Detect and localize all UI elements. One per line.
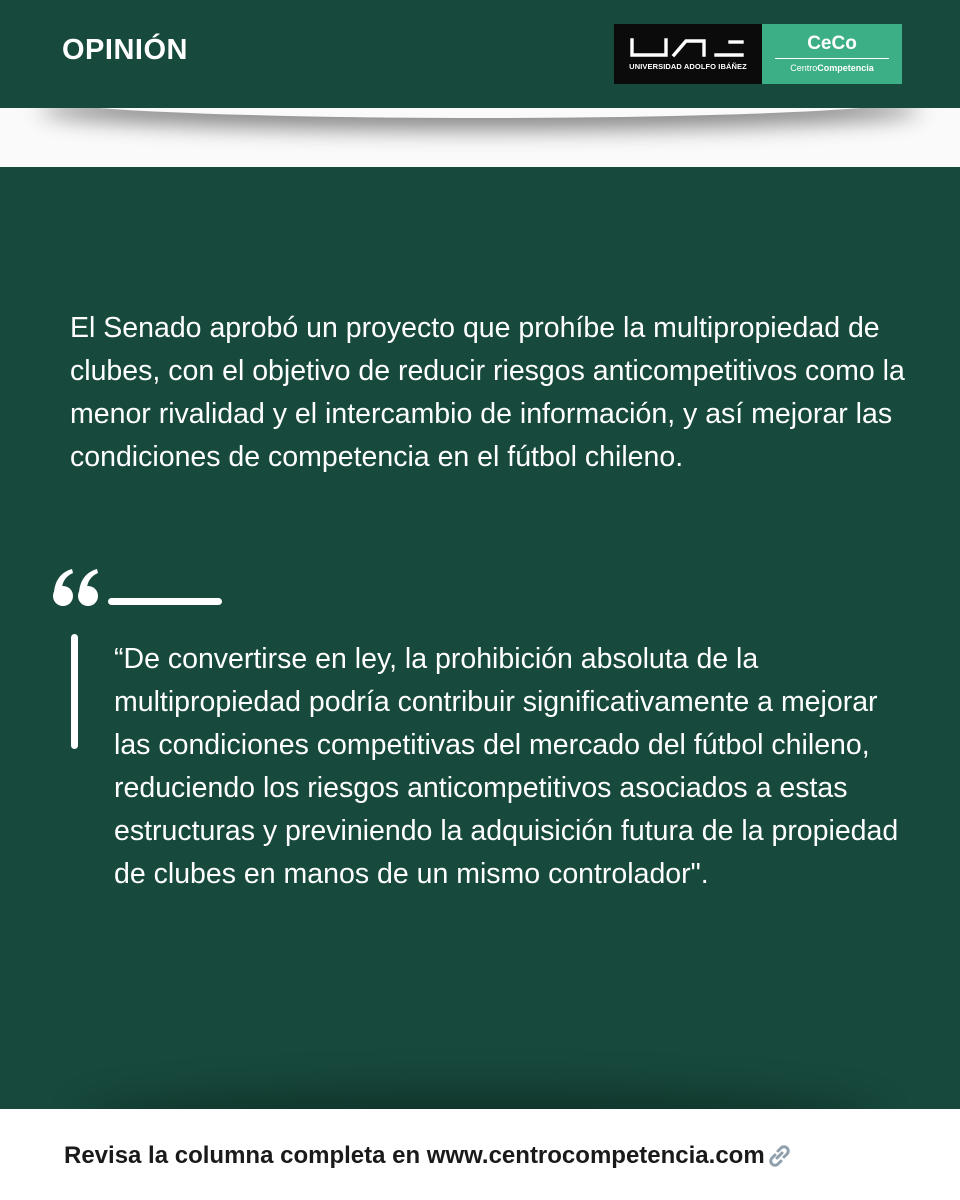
- uai-logo-text: UNIVERSIDAD ADOLFO IBÁÑEZ: [629, 62, 747, 71]
- header-shadow: [0, 108, 960, 167]
- link-icon: [766, 1143, 792, 1167]
- footer: [0, 1109, 960, 1200]
- ceco-logo: [762, 24, 902, 84]
- header-bar: [0, 0, 960, 108]
- uai-logo: [614, 24, 762, 84]
- footer-cta-text: Revisa la columna completa en www.centrocompetencia.com: [64, 1142, 765, 1169]
- quote-divider: [108, 598, 222, 605]
- section-label: OPINIÓN: [62, 34, 188, 66]
- ceco-sub-a: Centro: [790, 63, 818, 73]
- quote-icon: [52, 567, 100, 607]
- ceco-logo-subtitle: [762, 63, 902, 73]
- ceco-sub-b: Competencia: [817, 63, 874, 73]
- ceco-logo-divider: [775, 58, 889, 59]
- article-summary: El Senado aprobó un proyecto que prohíbe la multipropiedad de clubes, con el objetivo de reducir riesgos anticompetitivos como la menor rivalidad y el intercambio de información, y así mejorar las condiciones de competencia en el fútbol chileno.: [70, 312, 905, 473]
- uai-logo-mark: [630, 38, 746, 58]
- content-panel: [0, 167, 960, 1109]
- pull-quote: “De convertirse en ley, la prohibición absoluta de la multipropiedad podría contribuir significativamente a mejorar las condiciones competitivas del mercado del fútbol chileno, reduciendo los riesgos anticompetitivos asociados a estas estructuras y previniendo la adquisición futura de la propiedad de clubes en manos de un mismo controlador".: [114, 643, 899, 890]
- quote-bar: [71, 634, 78, 749]
- ceco-logo-title: CeCo: [807, 33, 857, 54]
- footer-cta[interactable]: [64, 1142, 792, 1170]
